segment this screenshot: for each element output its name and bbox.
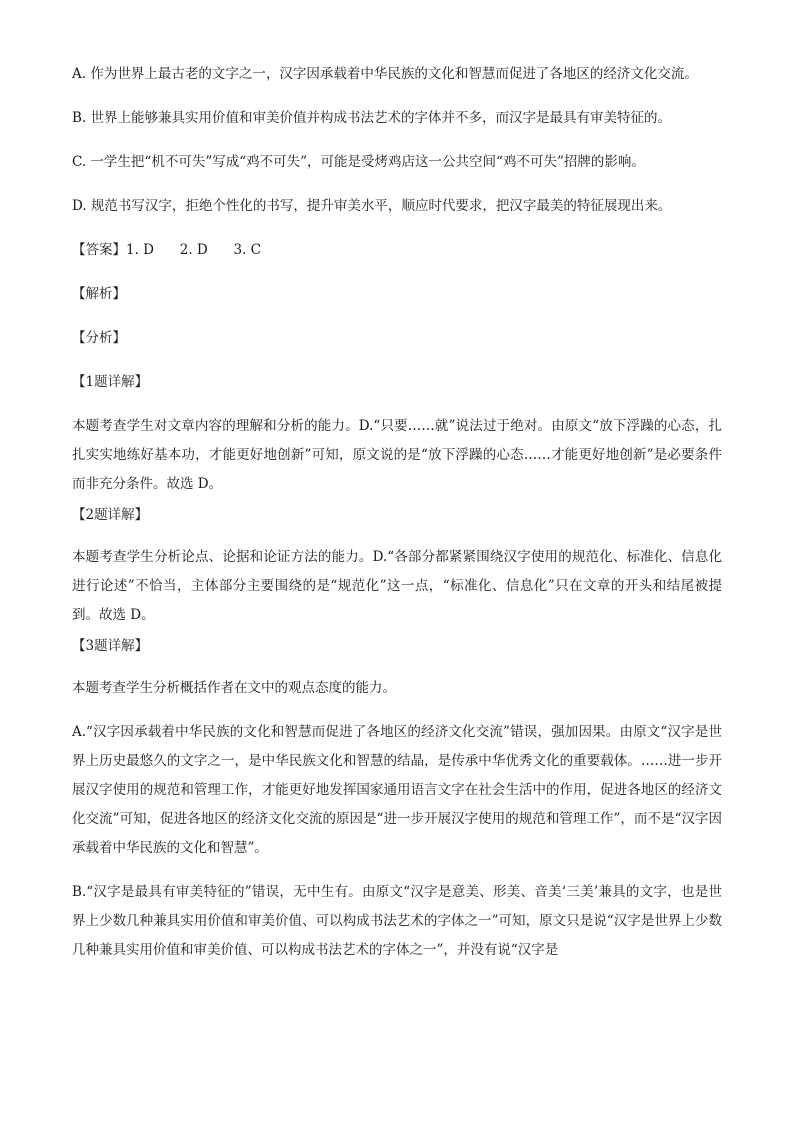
option-b: B. 世界上能够兼具实用价值和审美价值并构成书法艺术的字体并不多，而汉字是最具有审美特征的。 [72,110,672,126]
analysis-heading: 【解析】 [72,286,126,302]
q2-heading: 【2题详解】 [72,507,149,523]
q3-intro: 本题考查学生分析概括作者在文中的观点态度的能力。 [72,680,396,696]
q1-explanation: 本题考查学生对文章内容的理解和分析的能力。D.“只要……就”说法过于绝对。由原文“放下浮躁的心态，扎扎实实地练好基本功，才能更好地创新”可知，原文说的是“放下浮躁的心态……才能更好地创新”是必要条件而非充分条件。故选 D。 [72,418,722,492]
q3-option-b-analysis: B.“汉字是最具有审美特征的”错误，无中生有。由原文“汉字是意美、形美、音美‘三美’兼具的文字，也是世界上少数几种兼具实用价值和审美价值、可以构成书法艺术的字体之一”可知，原文只是说“汉字是世界上少数几种兼具实用价值和审美价值、可以构成书法艺术的字体之一”，并没有说“汉字是 [72,884,722,958]
answer-item-2: 2. D [179,242,208,258]
option-d: D. 规范书写汉字，拒绝个性化的书写，提升审美水平，顺应时代要求，把汉字最美的特征展现出来。 [72,198,672,214]
q3-heading: 【3题详解】 [72,638,149,654]
q1-heading: 【1题详解】 [72,374,149,390]
q3-option-a-analysis: A.“汉字因承载着中华民族的文化和智慧而促进了各地区的经济文化交流”错误，强加因果。由原文“汉字是世界上历史最悠久的文字之一，是中华民族文化和智慧的结晶，是传承中华优秀文化的重要载体。……进一步开展汉字使用的规范和管理工作，才能更好地发挥国家通用语言文字在社会生活中的作用，促进各地区的经济文化交流”可知，促进各地区的经济文化交流的原因是“进一步开展汉字使用的规范和管理工作”，而不是“汉字因承载着中华民族的文化和智慧”。 [72,724,722,856]
answer-item-3: 3. C [233,242,262,258]
fenxi-heading: 【分析】 [72,330,126,346]
option-c: C. 一学生把“机不可失”写成“鸡不可失”，可能是受烤鸡店这一公共空间“鸡不可失”招牌的影响。 [72,154,645,170]
answer-line [72,236,722,265]
answer-item-1: 1. D [126,242,154,258]
document-page [72,60,722,980]
option-a: A. 作为世界上最古老的文字之一，汉字因承载着中华民族的文化和智慧而促进了各地区的经济文化交流。 [72,66,698,82]
q2-explanation: 本题考查学生分析论点、论据和论证方法的能力。D.“各部分都紧紧围绕汉字使用的规范化、标准化、信息化进行论述”不恰当，主体部分主要围绕的是“规范化”这一点，“标准化、信息化”只在文章的开头和结尾被提到。故选 D。 [72,549,722,623]
answer-label: 【答案】 [72,242,126,258]
